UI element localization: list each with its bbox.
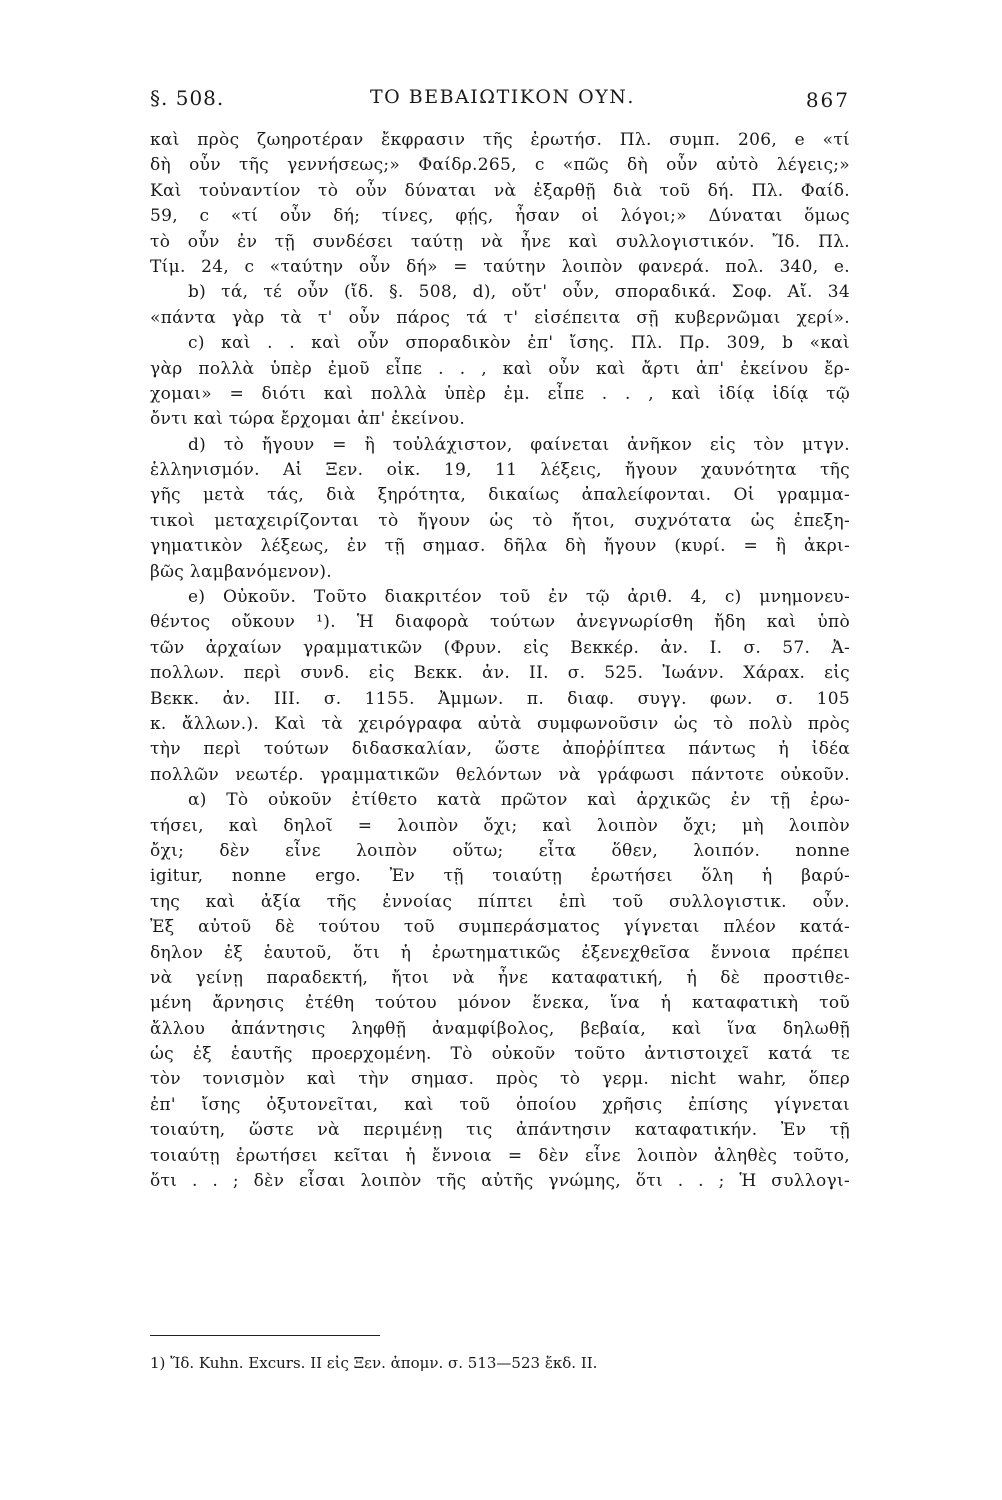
text-line: γηματικὸν λέξεως, ἐν τῇ σημασ. δῆλα δὴ ἤγουν (κυρί. = ἢ ἀκρι- [150, 536, 850, 557]
text-line: 59, c «τί οὖν δή; τίνες, φῄς, ἦσαν οἱ λόγοι;» Δύναται ὅμως [150, 206, 850, 227]
text-line: α) Τὸ οὐκοῦν ἐτίθετο κατὰ πρῶτον καὶ ἀρχικῶς ἐν τῇ ἐρω- [188, 790, 850, 811]
text-line: τοιαύτῃ ἐρωτήσει κεῖται ἡ ἔννοια = δὲν εἶνε λοιπὸν ἀληθὲς τοῦτο, [150, 1145, 850, 1166]
text-line: τὸ οὖν ἐν τῇ συνδέσει ταύτῃ νὰ ἦνε καὶ συλλογιστικόν. Ἴδ. Πλ. [150, 231, 850, 252]
page-number: 867 [805, 88, 850, 112]
text-line: τὸν τονισμὸν καὶ τὴν σημασ. πρὸς τὸ γερμ. nicht wahr, ὅπερ [150, 1069, 850, 1090]
text-line: ὄχι; δὲν εἶνε λοιπὸν οὕτω; εἶτα ὅθεν, λοιπόν. nonne [150, 840, 850, 861]
text-line: νὰ γείνῃ παραδεκτή, ἤτοι νὰ ἦνε καταφατική, ἡ δὲ προστιθε- [150, 967, 850, 988]
text-line: καὶ πρὸς ζωηροτέραν ἔκφρασιν τῆς ἐρωτήσ. Πλ. συμπ. 206, e «τί [150, 130, 850, 150]
text-line: πολλων. περὶ συνδ. εἰς Βεκκ. ἀν. II. σ. 525. Ἰωάνν. Χάραx. εἰς [150, 663, 850, 684]
text-line: ὄντι καὶ τώρα ἔρχομαι ἀπ' ἐκείνου. [150, 409, 466, 430]
text-line: Καὶ τοὐναντίον τὸ οὖν δύναται νὰ ἐξαρθῇ διὰ τοῦ δή. Πλ. Φαίδ. [150, 180, 850, 201]
text-line: Τίμ. 24, c «ταύτην οὖν δή» = ταύτην λοιπὸν φανερά. πολ. 340, e. [150, 256, 850, 277]
text-line: igitur, nonne ergo. Ἐν τῇ τοιαύτῃ ἐρωτήσει ὅλη ἡ βαρύ- [150, 866, 850, 887]
text-line: ἑλληνισμόν. Αἱ Ξεν. οἰκ. 19, 11 λέξεις, ἤγουν χαυνότητα τῆς [150, 460, 850, 481]
text-line: τικοὶ μεταχειρίζονται τὸ ἤγουν ὡς τὸ ἤτοι, συχνότατα ὡς ἐπεξη- [150, 510, 850, 531]
text-line: e) Οὐκοῦν. Τοῦτο διακριτέον τοῦ ἐν τῷ ἀριθ. 4, c) μνημονευ- [188, 587, 850, 608]
text-line: τήσει, καὶ δηλοῖ = λοιπὸν ὄχι; καὶ λοιπὸν ὄχι; μὴ λοιπὸν [150, 815, 850, 836]
text-line: θέντος οὔκουν ¹). Ἡ διαφορὰ τούτων ἀνεγνωρίσθη ἤδη καὶ ὑπὸ [150, 612, 850, 633]
text-line: «πάντα γὰρ τὰ τ' οὖν πάρος τά τ' εἰσέπειτα σῇ κυβερνῶμαι χερί». [150, 307, 850, 328]
text-line: ἐπ' ἴσης ὀξυτονεῖται, καὶ τοῦ ὁποίου χρῆσις ἐπίσης γίγνεται [150, 1094, 850, 1115]
text-line: Ἐξ αὐτοῦ δὲ τούτου τοῦ συμπεράσματος γίγνεται πλέον κατά- [150, 917, 850, 938]
page-header [150, 86, 850, 120]
body-text [150, 128, 850, 1194]
text-line: γῆς μετὰ τάς, διὰ ξηρότητα, δικαίως ἀπαλείφονται. Οἱ γραμμα- [150, 485, 850, 506]
text-line: d) τὸ ἤγουν = ἢ τοὐλάχιστον, φαίνεται ἀνῆκον εἰς τὸν μτγν. [188, 434, 850, 455]
text-line: τὴν περὶ τούτων διδασκαλίαν, ὥστε ἀποῤῥίπτεα πάντως ἡ ἰδέα [150, 739, 850, 760]
text-line: δηλον ἐξ ἑαυτοῦ, ὅτι ἡ ἐρωτηματικῶς ἐξενεχθεῖσα ἔννοια πρέπει [150, 942, 850, 963]
footnote: 1) Ἴδ. Kuhn. Excurs. II εἰς Ξεν. ἀπομν. σ. 513—523 ἔκδ. II. [150, 1354, 598, 1372]
text-line: Βεκκ. ἀν. III. σ. 1155. Ἀμμων. π. διαφ. συγγ. φων. σ. 105 [150, 688, 850, 709]
text-line: πολλῶν νεωτέρ. γραμματικῶν θελόντων νὰ γράφωσι πάντοτε οὐκοῦν. [150, 764, 850, 785]
text-line: τοιαύτη, ὥστε νὰ περιμένῃ τις ἀπάντησιν καταφατικήν. Ἐν τῇ [150, 1120, 850, 1141]
text-line: μένη ἄρνησις ἐτέθη τούτου μόνον ἕνεκα, ἵνα ἡ καταφατικὴ τοῦ [150, 993, 850, 1014]
text-line: χομαι» = διότι καὶ πολλὰ ὑπὲρ ἐμ. εἶπε . . , καὶ ἰδίᾳ ἰδίᾳ τῷ [150, 383, 850, 404]
text-line: ὡς ἐξ ἑαυτῆς προερχομένη. Τὸ οὐκοῦν τοῦτο ἀντιστοιχεῖ κατά τε [150, 1044, 850, 1065]
text-line: τῶν ἀρχαίων γραμματικῶν (Φρυν. εἰς Βεκκέρ. ἀν. I. σ. 57. Ἀ- [150, 637, 850, 658]
text-line: κ. ἄλλων.). Καὶ τὰ χειρόγραφα αὐτὰ συμφωνοῦσιν ὡς τὸ πολὺ πρὸς [150, 713, 850, 734]
text-line: c) καὶ . . καὶ οὖν σποραδικὸν ἐπ' ἴσης. Πλ. Πρ. 309, b «καὶ [188, 333, 850, 354]
running-title: ΤΟ ΒΕΒΑΙΩΤΙΚΟΝ ΟΥΝ. [370, 86, 635, 108]
footnote-rule [150, 1335, 380, 1336]
text-line: δὴ οὖν τῆς γεννήσεως;» Φαίδρ.265, c «πῶς δὴ οὖν αὐτὸ λέγεις;» [150, 155, 850, 176]
text-line: ἄλλου ἀπάντησις ληφθῇ ἀναμφίβολος, βεβαία, καὶ ἵνα δηλωθῇ [150, 1018, 850, 1039]
section-number: §. 508. [150, 86, 225, 110]
text-line: γὰρ πολλὰ ὑπὲρ ἐμοῦ εἶπε . . , καὶ οὖν καὶ ἄρτι ἀπ' ἐκείνου ἔρ- [150, 358, 850, 379]
text-line: βῶς λαμβανόμενον). [150, 561, 332, 582]
text-line: ὅτι . . ; δὲν εἶσαι λοιπὸν τῆς αὐτῆς γνώμης, ὅτι . . ; Ἡ συλλογι- [150, 1171, 850, 1192]
text-line: της καὶ ἀξία τῆς ἐννοίας πίπτει ἐπὶ τοῦ συλλογιστικ. οὖν. [150, 891, 850, 912]
text-line: b) τά, τέ οὖν (ἴδ. §. 508, d), οὔτ' οὖν, σποραδικά. Σοφ. Αἴ. 34 [188, 282, 850, 303]
